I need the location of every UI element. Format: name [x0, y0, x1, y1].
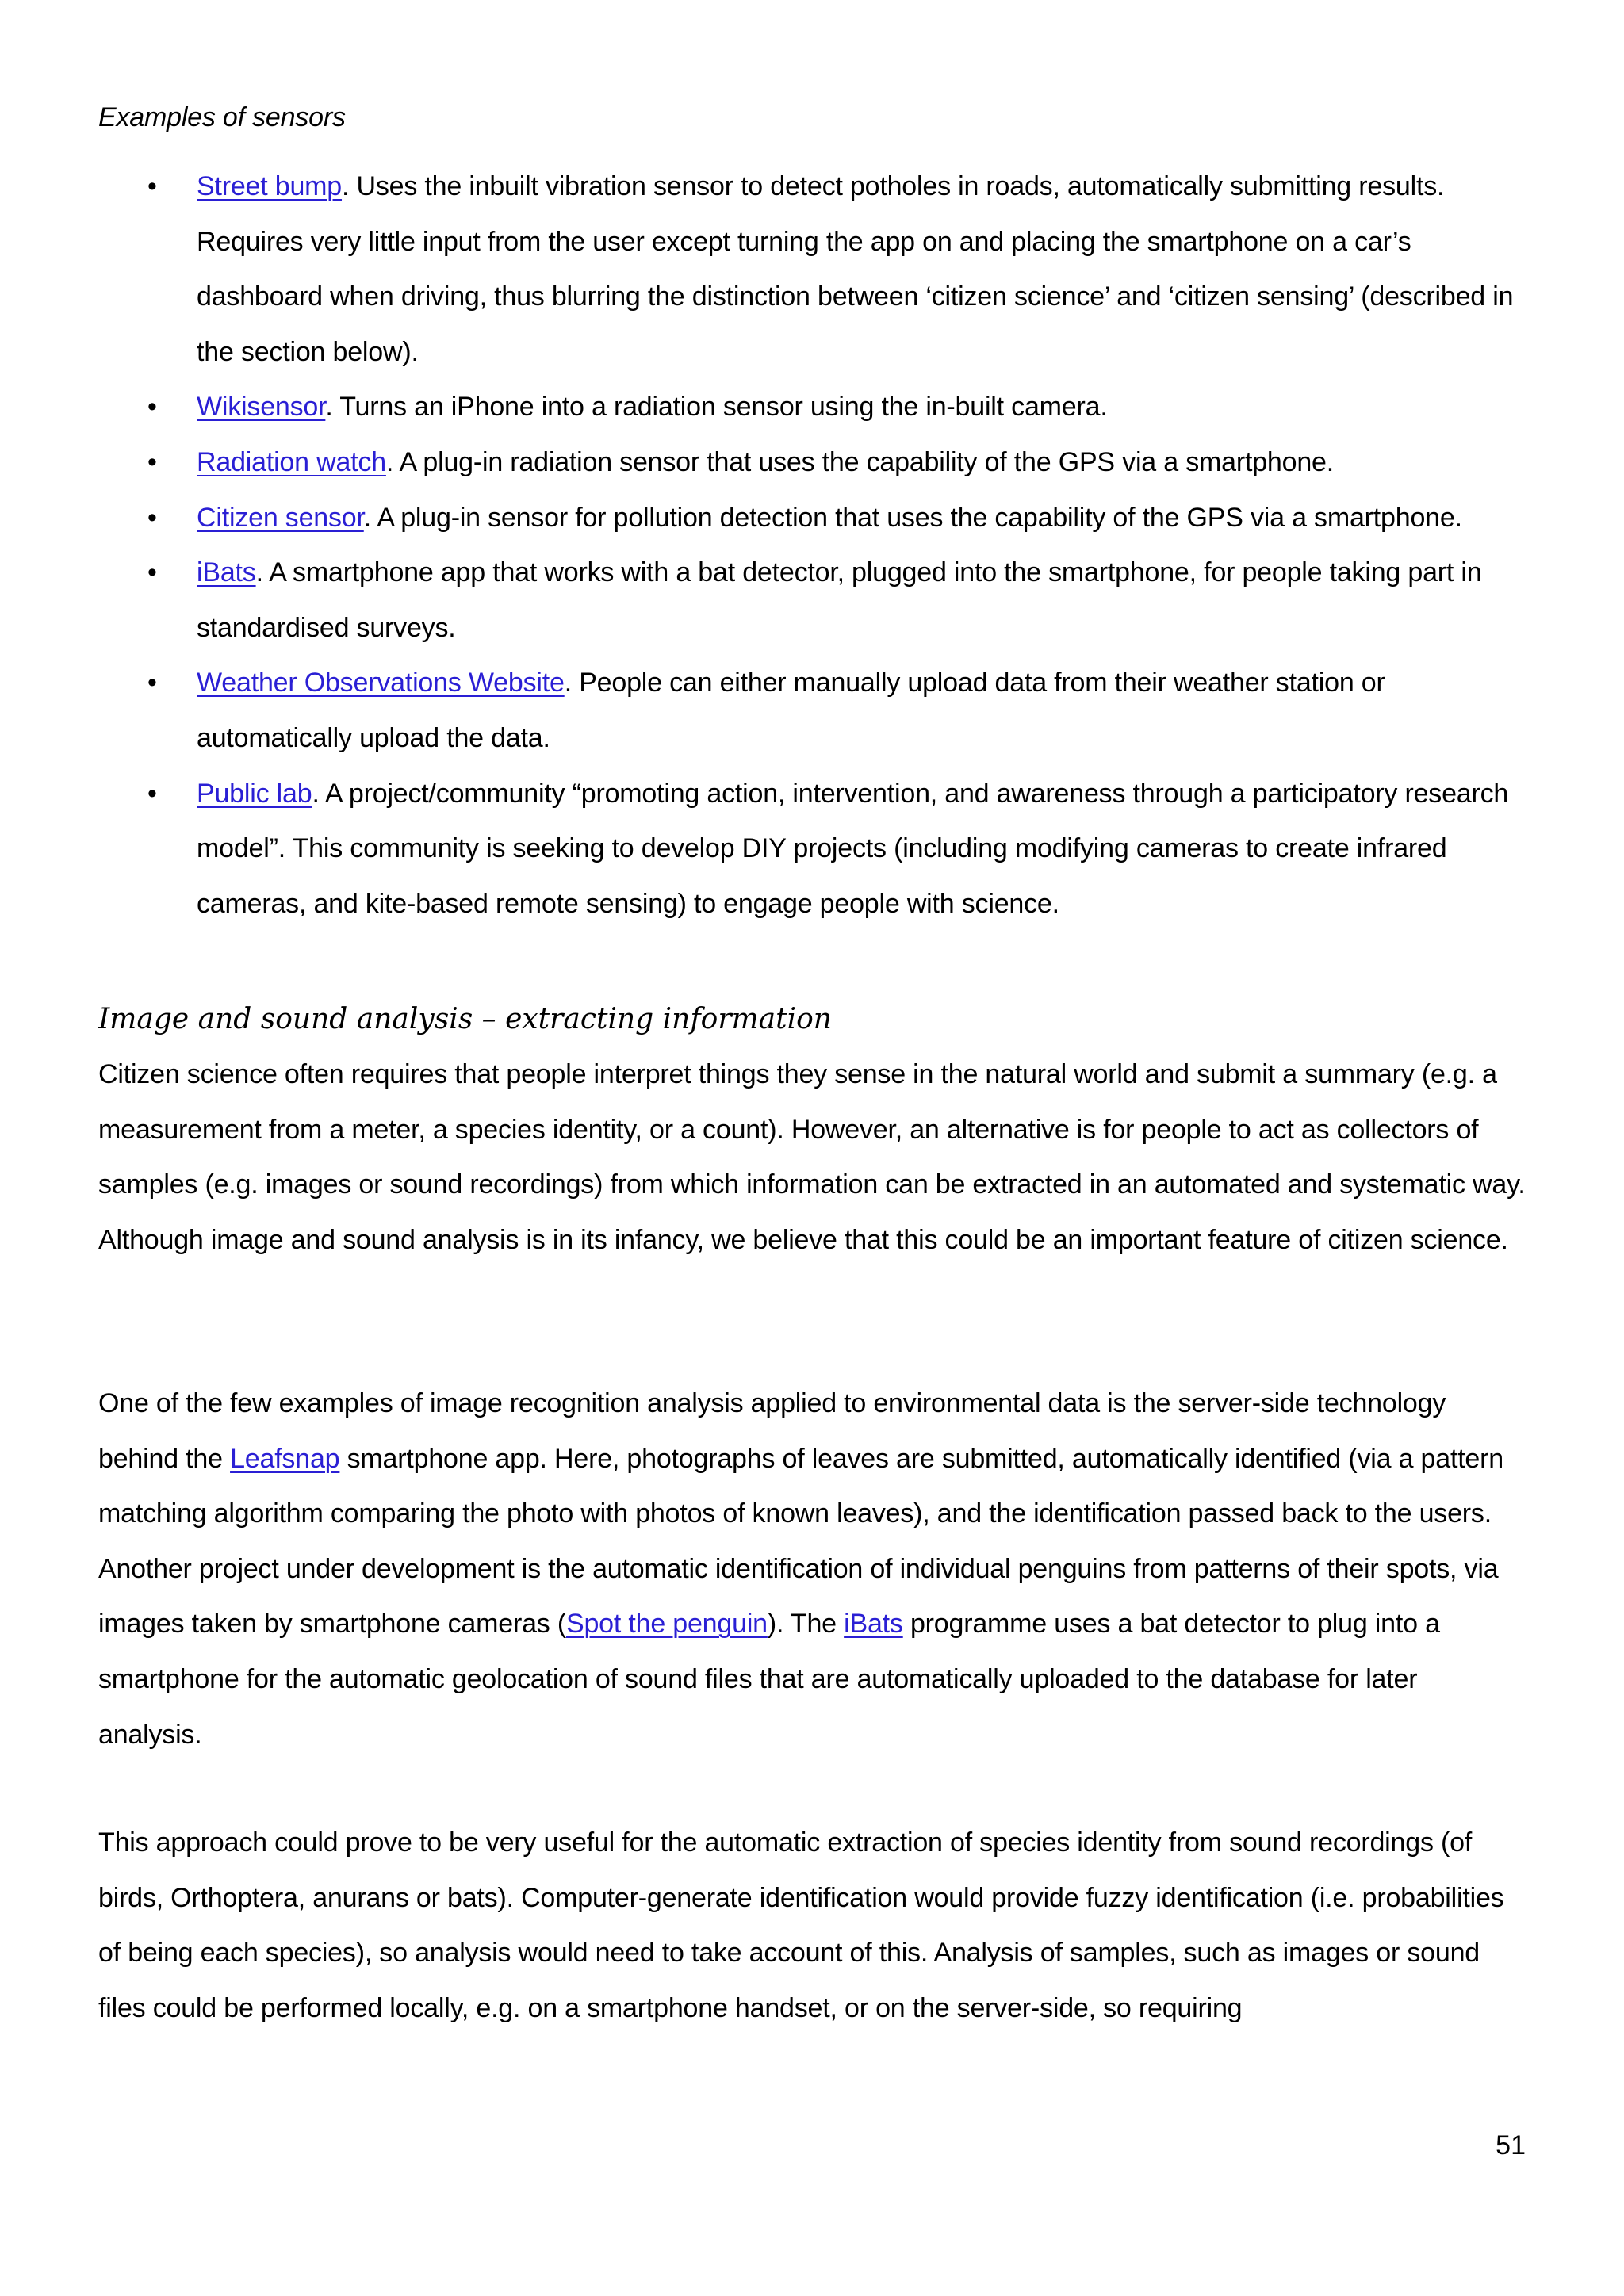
radiation-watch-link[interactable]: Radiation watch: [197, 446, 386, 477]
list-item-text: . A project/community “promoting action, intervention, and awareness through a participatory research model”. This community is seeking to develop DIY projects (including modifying cameras to create infrared cameras, and kite-based remote sensing) to engage people with science.: [197, 778, 1509, 919]
bullet-icon: •: [147, 668, 157, 698]
list-item: [98, 380, 1526, 435]
leafsnap-link[interactable]: Leafsnap: [230, 1443, 340, 1474]
street-bump-link[interactable]: Street bump: [197, 171, 343, 201]
list-item-text: . A smartphone app that works with a bat detector, plugged into the smartphone, for people taking part in standardised surveys.: [197, 557, 1482, 643]
sensors-heading: Examples of sensors: [98, 102, 346, 132]
paragraph-image-recognition: [98, 1376, 1526, 1762]
list-item: [98, 767, 1526, 932]
weather-observations-website-link[interactable]: Weather Observations Website: [197, 668, 565, 698]
paragraph-sound-recordings: This approach could prove to be very useful for the automatic extraction of species identity from sound recordings (of birds, Orthoptera, anurans or bats). Computer-generate identification would provide fuzzy identification (i.e. probabilities of being each species), so analysis would need to take account of this. Analysis of samples, such as images or sound files could be performed locally, e.g. on a smartphone handset, or on the server-side, so requiring: [98, 1827, 1504, 2023]
list-item-text: . A plug-in radiation sensor that uses the capability of the GPS via a smartphone.: [385, 446, 1335, 477]
bullet-icon: •: [147, 171, 157, 201]
citizen-sensor-link[interactable]: Citizen sensor: [197, 502, 364, 533]
spot-the-penguin-link[interactable]: Spot the penguin: [565, 1609, 768, 1640]
section-heading: Image and sound analysis – extracting information: [98, 1003, 832, 1035]
list-item: [98, 159, 1526, 380]
paragraph-text: smartphone app. Here, photographs of leaves are submitted, automatically identified (via a pattern matching algorithm comparing the photo with photos of known leaves), and the identification passed back to the users. Another project under development is the automatic identification of individual penguins from patterns of their spots, via images taken by smartphone cameras (: [98, 1443, 1503, 1640]
bullet-icon: •: [147, 502, 157, 533]
bullet-icon: •: [147, 446, 157, 477]
list-item: [98, 656, 1526, 766]
ibats-programme-link[interactable]: iBats: [844, 1609, 903, 1640]
list-item: [98, 491, 1526, 546]
list-item: [98, 435, 1526, 491]
public-lab-link[interactable]: Public lab: [197, 778, 312, 809]
bullet-icon: •: [147, 778, 157, 809]
page-number: 51: [1496, 2130, 1526, 2160]
paragraph-text: One of the few examples of image recognition analysis applied to environmental data is the server-side technology behind the: [98, 1388, 1446, 1474]
list-item-text: . People can either manually upload data from their weather station or automatically upload the data.: [197, 668, 1385, 753]
paragraph-text: ). The: [767, 1609, 845, 1640]
paragraph-text: programme uses a bat detector to plug into a smartphone for the automatic geolocation of sound files that are automatically uploaded to the database for later analysis.: [98, 1609, 1440, 1750]
list-item: [98, 545, 1526, 656]
list-item-text: . A plug-in sensor for pollution detection that uses the capability of the GPS via a smartphone.: [363, 502, 1462, 533]
paragraph-citizen-science: Citizen science often requires that people interpret things they sense in the natural world and submit a summary (e.g. a measurement from a meter, a species identity, or a count). However, an alternative is for people to act as collectors of samples (e.g. images or sound recordings) from which information can be extracted in an automated and systematic way. Although image and sound analysis is in its infancy, we believe that this could be an important feature of citizen science.: [98, 1059, 1526, 1255]
sensors-list: [98, 159, 1526, 932]
wikisensor-link[interactable]: Wikisensor: [197, 392, 326, 423]
bullet-icon: •: [147, 392, 157, 423]
ibats-link[interactable]: iBats: [197, 557, 256, 588]
list-item-text: . Uses the inbuilt vibration sensor to detect potholes in roads, automatically submitting results. Requires very little input from the user except turning the app on and placing the smartphone on a car’s dashboard when driving, thus blurring the distinction between ‘citizen science’ and ‘citizen sensing’ (described in the section below).: [197, 171, 1514, 367]
bullet-icon: •: [147, 557, 157, 588]
list-item-text: . Turns an iPhone into a radiation sensor using the in-built camera.: [325, 392, 1108, 423]
